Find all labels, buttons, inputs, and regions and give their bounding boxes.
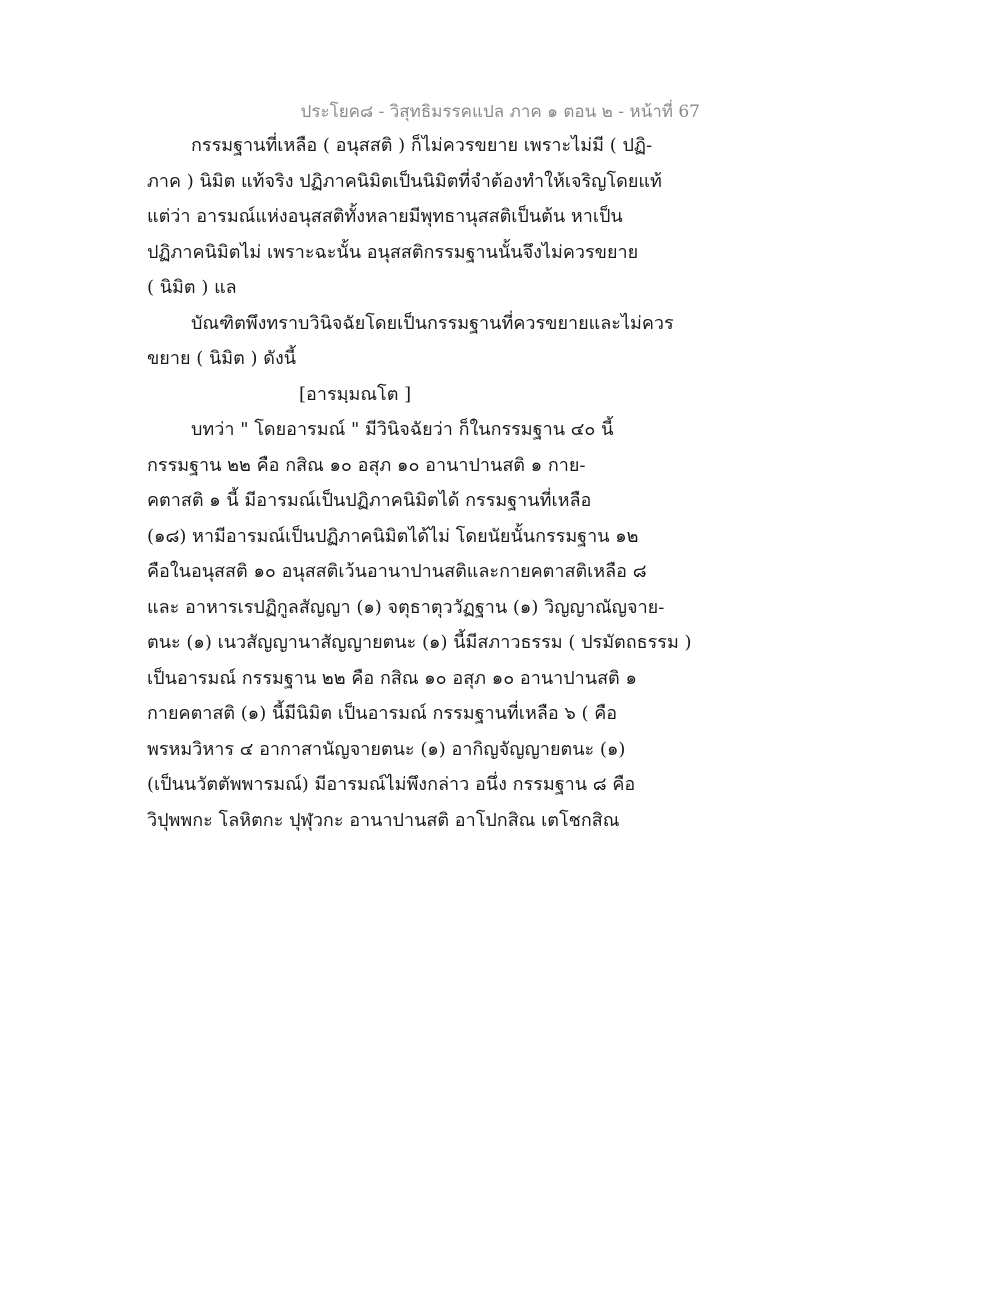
paragraph-line: ขยาย ( นิมิต ) ดังนี้ [147, 348, 297, 369]
section-heading: [อารมฺมณโต ] [299, 383, 412, 405]
paragraph-line: และ อาหารเรปฏิกูลสัญญา (๑) จตุธาตุววัฏฐาน (๑) วิญญาณัญจาย- [147, 596, 665, 618]
paragraph-line: แต่ว่า อารมณ์แห่งอนุสสติทั้งหลายมีพุทธานุสสติเป็นต้น หาเป็น [147, 206, 623, 227]
paragraph-line: กรรมฐานที่เหลือ ( อนุสสติ ) ก็ไม่ควรขยาย เพราะไม่มี ( ปฏิ- [191, 135, 653, 156]
paragraph-line: คือในอนุสสติ ๑๐ อนุสสติเว้นอานาปานสติและกายคตาสติเหลือ ๘ [147, 561, 647, 582]
paragraph-line: กายคตาสติ (๑) นี้มีนิมิต เป็นอารมณ์ กรรมฐานที่เหลือ ๖ ( คือ [147, 703, 618, 724]
body-text [147, 128, 692, 838]
paragraph-line: บทว่า " โดยอารมณ์ " มีวินิจฉัยว่า ก็ในกรรมฐาน ๔๐ นี้ [191, 419, 614, 440]
paragraph-line: คตาสติ ๑ นี้ มีอารมณ์เป็นปฏิภาคนิมิตได้ กรรมฐานที่เหลือ [147, 490, 592, 511]
paragraph-line: วิปุพพกะ โลหิตกะ ปุฬุวกะ อานาปานสติ อาโปกสิณ เตโชกสิณ [147, 809, 620, 831]
paragraph-line: ตนะ (๑) เนวสัญญานาสัญญายตนะ (๑) นี้มีสภาวธรรม ( ปรมัตถธรรม ) [147, 632, 692, 653]
running-header: ประโยค๘ - วิสุทธิมรรคแปล ภาค ๑ ตอน ๒ - หน้าที่ 67 [300, 102, 700, 122]
paragraph-line: เป็นอารมณ์ กรรมฐาน ๒๒ คือ กสิณ ๑๐ อสุภ ๑๐ อานาปานสติ ๑ [147, 667, 637, 689]
paragraph-line: (๑๘) หามีอารมณ์เป็นปฏิภาคนิมิตได้ไม่ โดยนัยนั้นกรรมฐาน ๑๒ [147, 525, 639, 547]
paragraph-line: กรรมฐาน ๒๒ คือ กสิณ ๑๐ อสุภ ๑๐ อานาปานสติ ๑ กาย- [147, 454, 586, 476]
paragraph-line: (เป็นนวัตตัพพารมณ์) มีอารมณ์ไม่พึงกล่าว อนึ่ง กรรมฐาน ๘ คือ [147, 774, 636, 795]
paragraph-line: ปฏิภาคนิมิตไม่ เพราะฉะนั้น อนุสสติกรรมฐานนั้นจึงไม่ควรขยาย [147, 241, 639, 263]
paragraph-line: ภาค ) นิมิต แท้จริง ปฏิภาคนิมิตเป็นนิมิตที่จำต้องทำให้เจริญโดยแท้ [147, 170, 662, 192]
paragraph-line: ( นิมิต ) แล [147, 277, 237, 298]
paragraph-line: พรหมวิหาร ๔ อากาสานัญจายตนะ (๑) อากิญจัญญายตนะ (๑) [147, 738, 626, 760]
paragraph-line: บัณฑิตพึงทราบวินิจฉัยโดยเป็นกรรมฐานที่ควรขยายและไม่ควร [191, 312, 674, 334]
